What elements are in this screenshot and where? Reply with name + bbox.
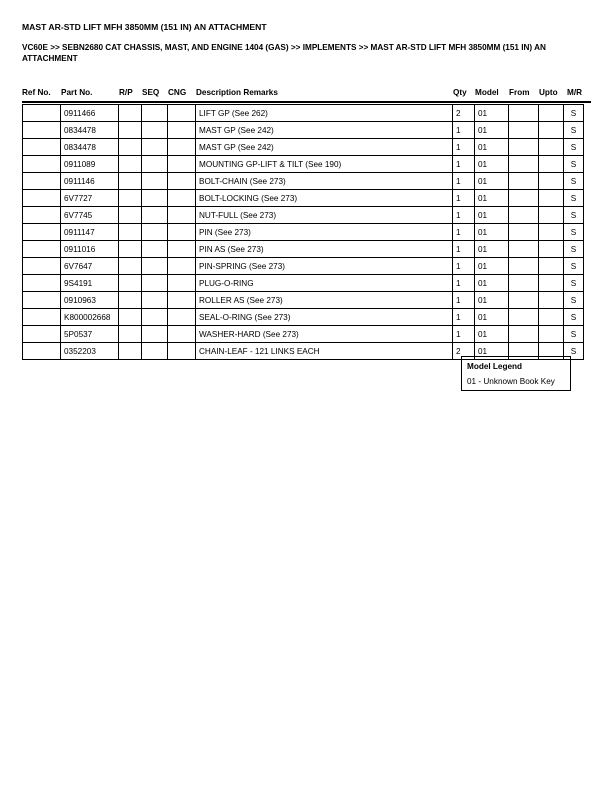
cell-upto	[539, 309, 564, 326]
cell-seq	[142, 292, 168, 309]
cell-mr: S	[564, 173, 584, 190]
cell-from	[509, 224, 539, 241]
cell-cng	[168, 343, 196, 360]
cell-rp	[119, 241, 142, 258]
cell-cng	[168, 156, 196, 173]
cell-from	[509, 122, 539, 139]
cell-mr: S	[564, 224, 584, 241]
cell-description: CHAIN-LEAF - 121 LINKS EACH	[196, 343, 453, 360]
table-row	[23, 190, 584, 207]
breadcrumb: VC60E >> SEBN2680 CAT CHASSIS, MAST, AND ENGINE 1404 (GAS) >> IMPLEMENTS >> MAST AR-STD LIFT MFH 3850MM (151 IN) AN ATTACHMENT	[22, 43, 546, 63]
cell-cng	[168, 241, 196, 258]
cell-description: PLUG-O-RING	[196, 275, 453, 292]
cell-ref-no	[23, 156, 61, 173]
cell-model: 01	[475, 224, 509, 241]
cell-model: 01	[475, 173, 509, 190]
cell-ref-no	[23, 173, 61, 190]
cell-from	[509, 326, 539, 343]
cell-seq	[142, 343, 168, 360]
cell-qty: 1	[453, 156, 475, 173]
cell-part-no: 0910963	[61, 292, 119, 309]
cell-ref-no	[23, 207, 61, 224]
cell-qty: 2	[453, 343, 475, 360]
cell-rp	[119, 292, 142, 309]
cell-model: 01	[475, 326, 509, 343]
cell-model: 01	[475, 275, 509, 292]
cell-part-no: 0834478	[61, 122, 119, 139]
cell-part-no: 6V7647	[61, 258, 119, 275]
cell-model: 01	[475, 292, 509, 309]
cell-rp	[119, 139, 142, 156]
cell-mr: S	[564, 326, 584, 343]
cell-cng	[168, 122, 196, 139]
cell-qty: 1	[453, 207, 475, 224]
cell-upto	[539, 156, 564, 173]
cell-ref-no	[23, 224, 61, 241]
model-legend-entry: 01 - Unknown Book Key	[467, 377, 555, 386]
cell-mr: S	[564, 139, 584, 156]
cell-model: 01	[475, 156, 509, 173]
cell-upto	[539, 173, 564, 190]
cell-model: 01	[475, 258, 509, 275]
cell-seq	[142, 207, 168, 224]
cell-from	[509, 156, 539, 173]
cell-upto	[539, 224, 564, 241]
cell-part-no: 0911146	[61, 173, 119, 190]
cell-description: MOUNTING GP-LIFT & TILT (See 190)	[196, 156, 453, 173]
cell-ref-no	[23, 241, 61, 258]
cell-cng	[168, 258, 196, 275]
cell-mr: S	[564, 156, 584, 173]
cell-part-no: K800002668	[61, 309, 119, 326]
cell-qty: 1	[453, 292, 475, 309]
header-ref-no: Ref No.	[22, 88, 51, 97]
cell-part-no: 0352203	[61, 343, 119, 360]
cell-mr: S	[564, 309, 584, 326]
cell-rp	[119, 258, 142, 275]
cell-rp	[119, 156, 142, 173]
cell-ref-no	[23, 275, 61, 292]
cell-qty: 1	[453, 275, 475, 292]
cell-rp	[119, 326, 142, 343]
cell-from	[509, 309, 539, 326]
cell-model: 01	[475, 139, 509, 156]
cell-from	[509, 207, 539, 224]
model-legend	[461, 356, 571, 391]
header-description: Description Remarks	[196, 88, 278, 97]
table-row	[23, 326, 584, 343]
cell-model: 01	[475, 105, 509, 122]
cell-model: 01	[475, 122, 509, 139]
cell-seq	[142, 105, 168, 122]
cell-ref-no	[23, 309, 61, 326]
cell-from	[509, 105, 539, 122]
cell-upto	[539, 326, 564, 343]
cell-cng	[168, 275, 196, 292]
cell-qty: 1	[453, 241, 475, 258]
cell-model: 01	[475, 309, 509, 326]
cell-description: PIN-SPRING (See 273)	[196, 258, 453, 275]
cell-part-no: 6V7745	[61, 207, 119, 224]
cell-seq	[142, 309, 168, 326]
cell-description: SEAL-O-RING (See 273)	[196, 309, 453, 326]
cell-from	[509, 258, 539, 275]
cell-qty: 1	[453, 122, 475, 139]
cell-rp	[119, 309, 142, 326]
cell-cng	[168, 207, 196, 224]
cell-description: NUT-FULL (See 273)	[196, 207, 453, 224]
cell-from	[509, 190, 539, 207]
cell-upto	[539, 139, 564, 156]
cell-ref-no	[23, 258, 61, 275]
cell-qty: 1	[453, 224, 475, 241]
cell-from	[509, 173, 539, 190]
cell-ref-no	[23, 122, 61, 139]
header-mr: M/R	[567, 88, 583, 97]
cell-cng	[168, 292, 196, 309]
cell-part-no: 9S4191	[61, 275, 119, 292]
model-legend-title: Model Legend	[467, 362, 523, 371]
cell-qty: 1	[453, 326, 475, 343]
cell-from	[509, 275, 539, 292]
table-row	[23, 309, 584, 326]
cell-mr: S	[564, 343, 584, 360]
cell-seq	[142, 156, 168, 173]
cell-cng	[168, 173, 196, 190]
cell-description: WASHER-HARD (See 273)	[196, 326, 453, 343]
cell-from	[509, 139, 539, 156]
page-title: MAST AR-STD LIFT MFH 3850MM (151 IN) AN ATTACHMENT	[22, 22, 267, 32]
cell-cng	[168, 326, 196, 343]
cell-description: LIFT GP (See 262)	[196, 105, 453, 122]
cell-rp	[119, 105, 142, 122]
cell-upto	[539, 241, 564, 258]
cell-mr: S	[564, 190, 584, 207]
cell-qty: 2	[453, 105, 475, 122]
parts-table	[22, 104, 584, 360]
cell-mr: S	[564, 105, 584, 122]
cell-description: PIN (See 273)	[196, 224, 453, 241]
cell-ref-no	[23, 292, 61, 309]
cell-from	[509, 241, 539, 258]
cell-mr: S	[564, 207, 584, 224]
cell-model: 01	[475, 241, 509, 258]
cell-rp	[119, 122, 142, 139]
cell-upto	[539, 190, 564, 207]
cell-part-no: 0911016	[61, 241, 119, 258]
cell-rp	[119, 190, 142, 207]
cell-rp	[119, 275, 142, 292]
cell-ref-no	[23, 343, 61, 360]
cell-upto	[539, 275, 564, 292]
cell-seq	[142, 173, 168, 190]
cell-part-no: 0834478	[61, 139, 119, 156]
cell-seq	[142, 241, 168, 258]
cell-cng	[168, 139, 196, 156]
cell-part-no: 5P0537	[61, 326, 119, 343]
parts-table-body	[23, 105, 584, 360]
header-rp: R/P	[119, 88, 133, 97]
cell-seq	[142, 139, 168, 156]
cell-model: 01	[475, 190, 509, 207]
table-row	[23, 207, 584, 224]
cell-qty: 1	[453, 309, 475, 326]
cell-part-no: 0911089	[61, 156, 119, 173]
cell-part-no: 0911466	[61, 105, 119, 122]
cell-ref-no	[23, 105, 61, 122]
cell-description: MAST GP (See 242)	[196, 139, 453, 156]
cell-qty: 1	[453, 173, 475, 190]
table-row	[23, 105, 584, 122]
cell-mr: S	[564, 275, 584, 292]
cell-rp	[119, 173, 142, 190]
table-row	[23, 122, 584, 139]
cell-upto	[539, 292, 564, 309]
header-upto: Upto	[539, 88, 558, 97]
cell-mr: S	[564, 258, 584, 275]
cell-qty: 1	[453, 190, 475, 207]
cell-from	[509, 292, 539, 309]
table-row	[23, 139, 584, 156]
table-row	[23, 241, 584, 258]
table-row	[23, 224, 584, 241]
cell-upto	[539, 207, 564, 224]
cell-cng	[168, 105, 196, 122]
cell-seq	[142, 258, 168, 275]
cell-seq	[142, 326, 168, 343]
cell-rp	[119, 224, 142, 241]
cell-description: ROLLER AS (See 273)	[196, 292, 453, 309]
header-from: From	[509, 88, 530, 97]
cell-mr: S	[564, 122, 584, 139]
cell-ref-no	[23, 190, 61, 207]
table-row	[23, 258, 584, 275]
cell-description: MAST GP (See 242)	[196, 122, 453, 139]
cell-mr: S	[564, 241, 584, 258]
cell-part-no: 0911147	[61, 224, 119, 241]
cell-mr: S	[564, 292, 584, 309]
cell-description: PIN AS (See 273)	[196, 241, 453, 258]
cell-seq	[142, 224, 168, 241]
table-row	[23, 173, 584, 190]
cell-ref-no	[23, 326, 61, 343]
table-row	[23, 275, 584, 292]
cell-upto	[539, 258, 564, 275]
header-qty: Qty	[453, 88, 467, 97]
cell-description: BOLT-CHAIN (See 273)	[196, 173, 453, 190]
cell-seq	[142, 275, 168, 292]
cell-cng	[168, 190, 196, 207]
table-row	[23, 156, 584, 173]
cell-seq	[142, 122, 168, 139]
cell-ref-no	[23, 139, 61, 156]
cell-cng	[168, 224, 196, 241]
cell-rp	[119, 343, 142, 360]
header-divider	[22, 101, 591, 103]
header-part-no: Part No.	[61, 88, 93, 97]
table-row	[23, 292, 584, 309]
cell-part-no: 6V7727	[61, 190, 119, 207]
cell-model: 01	[475, 207, 509, 224]
cell-rp	[119, 207, 142, 224]
cell-qty: 1	[453, 139, 475, 156]
cell-seq	[142, 190, 168, 207]
cell-model: 01	[475, 343, 509, 360]
header-cng: CNG	[168, 88, 187, 97]
cell-cng	[168, 309, 196, 326]
cell-upto	[539, 122, 564, 139]
header-seq: SEQ	[142, 88, 160, 97]
cell-description: BOLT-LOCKING (See 273)	[196, 190, 453, 207]
cell-upto	[539, 105, 564, 122]
cell-qty: 1	[453, 258, 475, 275]
header-model: Model	[475, 88, 499, 97]
